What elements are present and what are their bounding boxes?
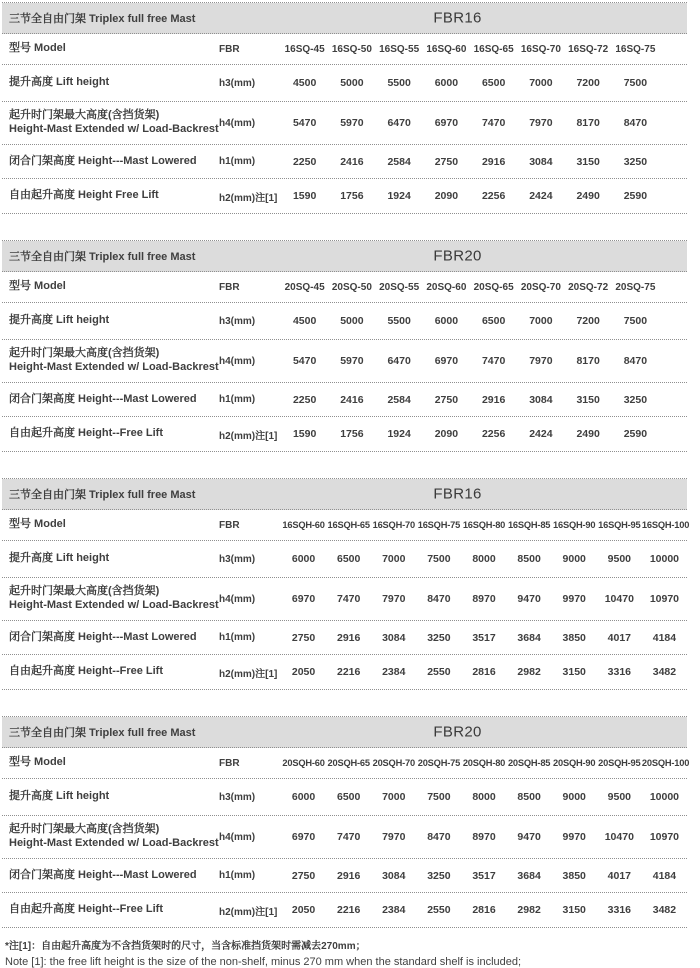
spec-value: 4184 bbox=[652, 631, 677, 644]
spec-value: 7200 bbox=[576, 315, 600, 327]
value-cells bbox=[281, 666, 687, 678]
spec-value: 8470 bbox=[427, 593, 451, 605]
spec-value: 6000 bbox=[291, 553, 316, 565]
spec-value: 6500 bbox=[481, 77, 506, 89]
spec-value: 2750 bbox=[434, 393, 459, 406]
spec-value: 10000 bbox=[649, 791, 680, 803]
spec-value: 3250 bbox=[427, 869, 451, 882]
model-header-row bbox=[2, 748, 690, 779]
model-header-row bbox=[2, 272, 687, 303]
series-title: FBR16 bbox=[433, 9, 482, 27]
spec-value: 5500 bbox=[387, 315, 411, 327]
row-label bbox=[2, 393, 219, 407]
model-name: 16SQH-70 bbox=[372, 520, 415, 530]
spec-value: 3150 bbox=[562, 666, 586, 678]
row-label bbox=[2, 109, 219, 137]
spec-value: 6970 bbox=[291, 831, 316, 843]
spec-value: 2584 bbox=[387, 155, 411, 168]
spec-value: 2584 bbox=[387, 393, 411, 406]
row-label-line1: 起升时门架最大高度(含挡货架) bbox=[9, 347, 160, 360]
spec-value: 2816 bbox=[472, 666, 496, 678]
spec-row-h4 bbox=[2, 578, 687, 621]
row-label-line1: 提升高度 Lift height bbox=[9, 76, 110, 89]
mast-spec-table-2 bbox=[2, 240, 687, 452]
value-cells bbox=[281, 428, 687, 440]
row-label-line1: 自由起升高度 Height Free Lift bbox=[9, 189, 159, 202]
spec-value: 3684 bbox=[517, 869, 541, 882]
model-name: 20SQH-95 bbox=[598, 758, 641, 768]
spec-value: 2256 bbox=[481, 190, 506, 202]
spec-value: 2490 bbox=[576, 428, 600, 440]
model-name: 20SQH-100 bbox=[641, 758, 690, 768]
row-unit: h1(mm) bbox=[219, 156, 256, 167]
spec-value: 2550 bbox=[427, 904, 451, 916]
section-header-bar bbox=[2, 3, 687, 34]
spec-value: 9500 bbox=[607, 791, 631, 803]
spec-value: 7500 bbox=[427, 553, 451, 565]
spec-value: 2424 bbox=[529, 190, 553, 202]
spec-value: 8170 bbox=[576, 117, 600, 129]
model-name: 16SQH-100 bbox=[641, 520, 690, 530]
spec-value: 1924 bbox=[387, 190, 411, 202]
row-unit: h1(mm) bbox=[219, 632, 256, 643]
spec-value: 2916 bbox=[481, 155, 506, 168]
spec-value: 4500 bbox=[292, 77, 317, 89]
row-unit: h2(mm)注[1] bbox=[219, 906, 278, 918]
row-label bbox=[2, 631, 219, 645]
value-cells bbox=[281, 870, 687, 882]
footnote-cn: *注[1]：自由起升高度为不含挡货架时的尺寸，当含标准挡货架时需减去270mm； bbox=[5, 941, 366, 952]
row-label-line1: 自由起升高度 Height--Free Lift bbox=[9, 665, 163, 678]
spec-value: 3250 bbox=[623, 155, 648, 168]
spec-value: 6500 bbox=[336, 553, 361, 565]
model-name: 20SQH-85 bbox=[507, 758, 551, 768]
spec-value: 2982 bbox=[517, 904, 541, 916]
spec-value: 7500 bbox=[623, 315, 648, 327]
row-unit: FBR bbox=[219, 519, 240, 531]
value-cells bbox=[281, 632, 687, 644]
model-name: 20SQ-55 bbox=[379, 281, 420, 293]
spec-value: 2384 bbox=[382, 666, 406, 678]
spec-value: 6970 bbox=[434, 117, 459, 129]
spec-value: 2816 bbox=[472, 904, 496, 916]
spec-value: 9970 bbox=[562, 593, 586, 605]
spec-value: 6000 bbox=[434, 77, 459, 89]
spec-value: 3482 bbox=[652, 904, 677, 916]
model-cells bbox=[281, 758, 690, 768]
spec-value: 2216 bbox=[336, 904, 361, 916]
spec-value: 8500 bbox=[517, 553, 541, 565]
spec-value: 3517 bbox=[472, 869, 496, 882]
spec-row-h2 bbox=[2, 655, 687, 690]
row-label-line1: 自由起升高度 Height--Free Lift bbox=[9, 903, 163, 916]
spec-value: 2090 bbox=[434, 190, 459, 202]
spec-value: 6500 bbox=[336, 791, 361, 803]
row-unit: h1(mm) bbox=[219, 394, 256, 405]
row-unit: h3(mm) bbox=[219, 315, 256, 327]
spec-row-h1 bbox=[2, 383, 687, 417]
model-name: 16SQ-70 bbox=[520, 43, 561, 55]
spec-value: 2750 bbox=[434, 155, 459, 168]
spec-value: 3250 bbox=[623, 393, 648, 406]
spec-value: 4184 bbox=[652, 869, 677, 882]
row-label bbox=[2, 189, 219, 203]
model-name: 16SQH-95 bbox=[598, 520, 641, 530]
spec-value: 8470 bbox=[623, 117, 648, 129]
spec-value: 3150 bbox=[562, 904, 586, 916]
spec-value: 5500 bbox=[387, 77, 411, 89]
spec-value: 8970 bbox=[472, 831, 496, 843]
model-name: 20SQ-60 bbox=[426, 281, 467, 293]
value-cells bbox=[281, 117, 687, 129]
row-label bbox=[2, 823, 219, 851]
row-label-line1: 自由起升高度 Height--Free Lift bbox=[9, 427, 163, 440]
mast-spec-table-1 bbox=[2, 2, 687, 214]
footnotes bbox=[2, 937, 687, 968]
spec-value: 3482 bbox=[652, 666, 677, 678]
row-label: 型号 Model bbox=[9, 42, 66, 55]
model-name: 16SQ-55 bbox=[379, 43, 420, 55]
spec-value: 8170 bbox=[576, 355, 600, 367]
spec-value: 5970 bbox=[340, 117, 364, 129]
value-cells bbox=[281, 791, 687, 803]
series-title: FBR16 bbox=[433, 485, 482, 503]
spec-value: 3316 bbox=[607, 904, 631, 916]
spec-row-h4 bbox=[2, 102, 687, 145]
spec-row-h4 bbox=[2, 340, 687, 383]
value-cells bbox=[281, 553, 687, 565]
spec-value: 3150 bbox=[576, 155, 600, 168]
value-cells bbox=[281, 904, 687, 916]
spec-value: 3150 bbox=[576, 393, 600, 406]
spec-value: 3084 bbox=[529, 393, 553, 406]
value-cells bbox=[281, 593, 687, 605]
spec-value: 3084 bbox=[529, 155, 553, 168]
spec-value: 2384 bbox=[382, 904, 406, 916]
row-label-line1: 起升时门架最大高度(含挡货架) bbox=[9, 585, 160, 598]
section-header-bar bbox=[2, 717, 687, 748]
row-unit: h3(mm) bbox=[219, 553, 256, 565]
model-cells bbox=[281, 282, 687, 293]
spec-value: 2050 bbox=[291, 904, 316, 916]
row-label bbox=[2, 869, 219, 883]
model-name: 20SQ-72 bbox=[568, 281, 609, 293]
row-label-line2: Height-Mast Extended w/ Load-Backrest bbox=[9, 361, 219, 373]
row-label-line1: 闭合门架高度 Height---Mast Lowered bbox=[9, 392, 197, 405]
spec-value: 5000 bbox=[340, 77, 364, 89]
spec-value: 10470 bbox=[604, 593, 634, 605]
spec-value: 3850 bbox=[562, 631, 586, 644]
spec-value: 2250 bbox=[292, 155, 317, 168]
spec-value: 2256 bbox=[481, 428, 506, 440]
spec-value: 6000 bbox=[291, 791, 316, 803]
spec-value: 8470 bbox=[427, 831, 451, 843]
spec-value: 2250 bbox=[292, 393, 317, 406]
row-label bbox=[2, 76, 219, 90]
value-cells bbox=[281, 355, 687, 367]
row-label bbox=[2, 427, 219, 441]
row-unit: h1(mm) bbox=[219, 870, 256, 881]
spec-value: 5470 bbox=[292, 117, 317, 129]
spec-value: 8000 bbox=[472, 791, 496, 803]
spec-value: 6970 bbox=[434, 355, 459, 367]
row-label-line1: 闭合门架高度 Height---Mast Lowered bbox=[9, 154, 197, 167]
mast-spec-table-4 bbox=[2, 716, 690, 928]
row-label-line1: 提升高度 Lift height bbox=[9, 552, 110, 565]
row-label bbox=[2, 347, 219, 375]
row-label bbox=[2, 665, 219, 679]
row-label-line2: Height-Mast Extended w/ Load-Backrest bbox=[9, 123, 219, 135]
spec-value: 4017 bbox=[607, 869, 631, 882]
spec-value: 6470 bbox=[387, 117, 411, 129]
spec-value: 10970 bbox=[649, 593, 680, 605]
row-label bbox=[2, 314, 219, 328]
spec-value: 3684 bbox=[517, 631, 541, 644]
spec-value: 7470 bbox=[336, 831, 361, 843]
row-label-line1: 起升时门架最大高度(含挡货架) bbox=[9, 823, 160, 836]
row-label-line2: Height-Mast Extended w/ Load-Backrest bbox=[9, 599, 219, 611]
spec-value: 2982 bbox=[517, 666, 541, 678]
spec-row-h1 bbox=[2, 145, 687, 179]
mast-spec-tables bbox=[2, 2, 690, 928]
spec-value: 2590 bbox=[623, 190, 648, 202]
spec-value: 7000 bbox=[529, 77, 553, 89]
row-label bbox=[2, 585, 219, 613]
model-header-row bbox=[2, 510, 690, 541]
value-cells bbox=[281, 77, 687, 89]
spec-row-h3 bbox=[2, 541, 687, 578]
spec-value: 2216 bbox=[336, 666, 361, 678]
model-name: 20SQ-45 bbox=[284, 281, 325, 293]
spec-value: 8970 bbox=[472, 593, 496, 605]
model-name: 16SQH-60 bbox=[282, 520, 325, 530]
spec-value: 7200 bbox=[576, 77, 600, 89]
model-header-row bbox=[2, 34, 687, 65]
row-unit: FBR bbox=[219, 281, 240, 293]
spec-value: 8000 bbox=[472, 553, 496, 565]
spec-value: 9470 bbox=[517, 593, 541, 605]
model-name: 16SQH-65 bbox=[327, 520, 370, 530]
spec-value: 6000 bbox=[434, 315, 459, 327]
section-header-bar bbox=[2, 241, 687, 272]
spec-value: 9470 bbox=[517, 831, 541, 843]
spec-value: 6970 bbox=[291, 593, 316, 605]
footnote-en: Note [1]: the free lift height is the size of the non-shelf, minus 270 mm when the standard shelf is included; bbox=[5, 956, 522, 968]
model-name: 20SQH-75 bbox=[417, 758, 461, 768]
model-cells bbox=[281, 520, 690, 530]
spec-value: 2750 bbox=[291, 869, 316, 882]
row-unit: h4(mm) bbox=[219, 831, 256, 843]
value-cells bbox=[281, 394, 687, 406]
row-label bbox=[2, 790, 219, 804]
row-unit: h4(mm) bbox=[219, 593, 256, 605]
model-name: 16SQ-72 bbox=[568, 43, 609, 55]
spec-value: 2550 bbox=[427, 666, 451, 678]
spec-value: 1924 bbox=[387, 428, 411, 440]
row-label-line1: 闭合门架高度 Height---Mast Lowered bbox=[9, 868, 197, 881]
mast-spec-table-3 bbox=[2, 478, 690, 690]
spec-value: 7970 bbox=[529, 117, 553, 129]
spec-value: 3850 bbox=[562, 869, 586, 882]
spec-value: 10470 bbox=[604, 831, 634, 843]
model-cells bbox=[281, 44, 687, 55]
section-title: 三节全自由门架 Triplex full free Mast bbox=[9, 727, 196, 739]
spec-value: 7000 bbox=[382, 553, 406, 565]
row-label: 型号 Model bbox=[9, 518, 66, 531]
section-title: 三节全自由门架 Triplex full free Mast bbox=[9, 251, 196, 263]
spec-value: 2490 bbox=[576, 190, 600, 202]
spec-row-h3 bbox=[2, 779, 687, 816]
spec-value: 2416 bbox=[340, 155, 364, 168]
spec-value: 6500 bbox=[481, 315, 506, 327]
spec-value: 3316 bbox=[607, 666, 631, 678]
spec-row-h4 bbox=[2, 816, 687, 859]
spec-row-h1 bbox=[2, 859, 687, 893]
spec-value: 1590 bbox=[292, 428, 317, 440]
row-label bbox=[2, 903, 219, 917]
spec-value: 9970 bbox=[562, 831, 586, 843]
spec-value: 4017 bbox=[607, 631, 631, 644]
row-label-line1: 提升高度 Lift height bbox=[9, 790, 110, 803]
row-unit: FBR bbox=[219, 43, 240, 55]
spec-value: 2424 bbox=[529, 428, 553, 440]
value-cells bbox=[281, 831, 687, 843]
model-name: 16SQ-45 bbox=[284, 43, 325, 55]
row-label-line1: 起升时门架最大高度(含挡货架) bbox=[9, 109, 160, 122]
spec-value: 3517 bbox=[472, 631, 496, 644]
spec-value: 10000 bbox=[649, 553, 680, 565]
spec-value: 2916 bbox=[336, 631, 361, 644]
spec-row-h2 bbox=[2, 179, 687, 214]
series-title: FBR20 bbox=[433, 247, 482, 265]
spec-value: 3084 bbox=[382, 869, 406, 882]
row-label: 型号 Model bbox=[9, 756, 66, 769]
spec-value: 5000 bbox=[340, 315, 364, 327]
spec-value: 5970 bbox=[340, 355, 364, 367]
spec-value: 10970 bbox=[649, 831, 680, 843]
spec-value: 7470 bbox=[336, 593, 361, 605]
spec-value: 3084 bbox=[382, 631, 406, 644]
row-label bbox=[2, 155, 219, 169]
row-label-line1: 闭合门架高度 Height---Mast Lowered bbox=[9, 630, 197, 643]
spec-value: 1590 bbox=[292, 190, 317, 202]
model-name: 20SQH-90 bbox=[553, 758, 596, 768]
spec-value: 7500 bbox=[623, 77, 648, 89]
spec-value: 7970 bbox=[382, 593, 406, 605]
spec-value: 7970 bbox=[529, 355, 553, 367]
spec-value: 7000 bbox=[529, 315, 553, 327]
spec-value: 9000 bbox=[562, 553, 586, 565]
spec-value: 4500 bbox=[292, 315, 317, 327]
spec-row-h1 bbox=[2, 621, 687, 655]
model-name: 16SQ-65 bbox=[473, 43, 514, 55]
spec-value: 6470 bbox=[387, 355, 411, 367]
spec-value: 7500 bbox=[427, 791, 451, 803]
row-label bbox=[2, 552, 219, 566]
spec-row-h3 bbox=[2, 303, 687, 340]
model-name: 20SQH-80 bbox=[462, 758, 506, 768]
spec-value: 2750 bbox=[291, 631, 316, 644]
row-label: 型号 Model bbox=[9, 280, 66, 293]
model-name: 16SQH-90 bbox=[553, 520, 596, 530]
model-name: 16SQ-60 bbox=[426, 43, 467, 55]
spec-row-h2 bbox=[2, 417, 687, 452]
model-name: 20SQ-70 bbox=[520, 281, 561, 293]
value-cells bbox=[281, 190, 687, 202]
spec-value: 2590 bbox=[623, 428, 648, 440]
model-name: 20SQH-70 bbox=[372, 758, 415, 768]
model-name: 20SQ-65 bbox=[473, 281, 514, 293]
spec-value: 3250 bbox=[427, 631, 451, 644]
value-cells bbox=[281, 315, 687, 327]
model-name: 20SQH-65 bbox=[327, 758, 370, 768]
value-cells bbox=[281, 156, 687, 168]
spec-value: 1756 bbox=[340, 190, 364, 202]
row-label-line2: Height-Mast Extended w/ Load-Backrest bbox=[9, 837, 219, 849]
section-header-bar bbox=[2, 479, 687, 510]
model-name: 16SQH-75 bbox=[417, 520, 461, 530]
spec-value: 2916 bbox=[336, 869, 361, 882]
spec-value: 5470 bbox=[292, 355, 317, 367]
spec-value: 9000 bbox=[562, 791, 586, 803]
model-name: 16SQH-85 bbox=[507, 520, 551, 530]
section-title: 三节全自由门架 Triplex full free Mast bbox=[9, 489, 196, 501]
row-unit: h2(mm)注[1] bbox=[219, 430, 278, 442]
spec-row-h2 bbox=[2, 893, 687, 928]
spec-value: 2050 bbox=[291, 666, 316, 678]
model-name: 20SQ-50 bbox=[331, 281, 372, 293]
spec-value: 8500 bbox=[517, 791, 541, 803]
spec-value: 7000 bbox=[382, 791, 406, 803]
section-title: 三节全自由门架 Triplex full free Mast bbox=[9, 13, 196, 25]
model-name: 16SQH-80 bbox=[462, 520, 506, 530]
model-name: 20SQH-60 bbox=[282, 758, 325, 768]
row-unit: h3(mm) bbox=[219, 791, 256, 803]
row-unit: h3(mm) bbox=[219, 77, 256, 89]
spec-value: 2416 bbox=[340, 393, 364, 406]
row-unit: h4(mm) bbox=[219, 117, 256, 129]
model-name: 16SQ-50 bbox=[331, 43, 372, 55]
row-unit: h2(mm)注[1] bbox=[219, 668, 278, 680]
row-unit: h4(mm) bbox=[219, 355, 256, 367]
spec-value: 7470 bbox=[481, 117, 506, 129]
spec-value: 8470 bbox=[623, 355, 648, 367]
spec-value: 2090 bbox=[434, 428, 459, 440]
spec-value: 9500 bbox=[607, 553, 631, 565]
series-title: FBR20 bbox=[433, 723, 482, 741]
spec-value: 1756 bbox=[340, 428, 364, 440]
row-unit: h2(mm)注[1] bbox=[219, 192, 278, 204]
spec-row-h3 bbox=[2, 65, 687, 102]
row-unit: FBR bbox=[219, 757, 240, 769]
model-name: 16SQ-75 bbox=[615, 43, 656, 55]
model-name: 20SQ-75 bbox=[615, 281, 656, 293]
spec-value: 7470 bbox=[481, 355, 506, 367]
row-label-line1: 提升高度 Lift height bbox=[9, 314, 110, 327]
spec-value: 7970 bbox=[382, 831, 406, 843]
spec-value: 2916 bbox=[481, 393, 506, 406]
